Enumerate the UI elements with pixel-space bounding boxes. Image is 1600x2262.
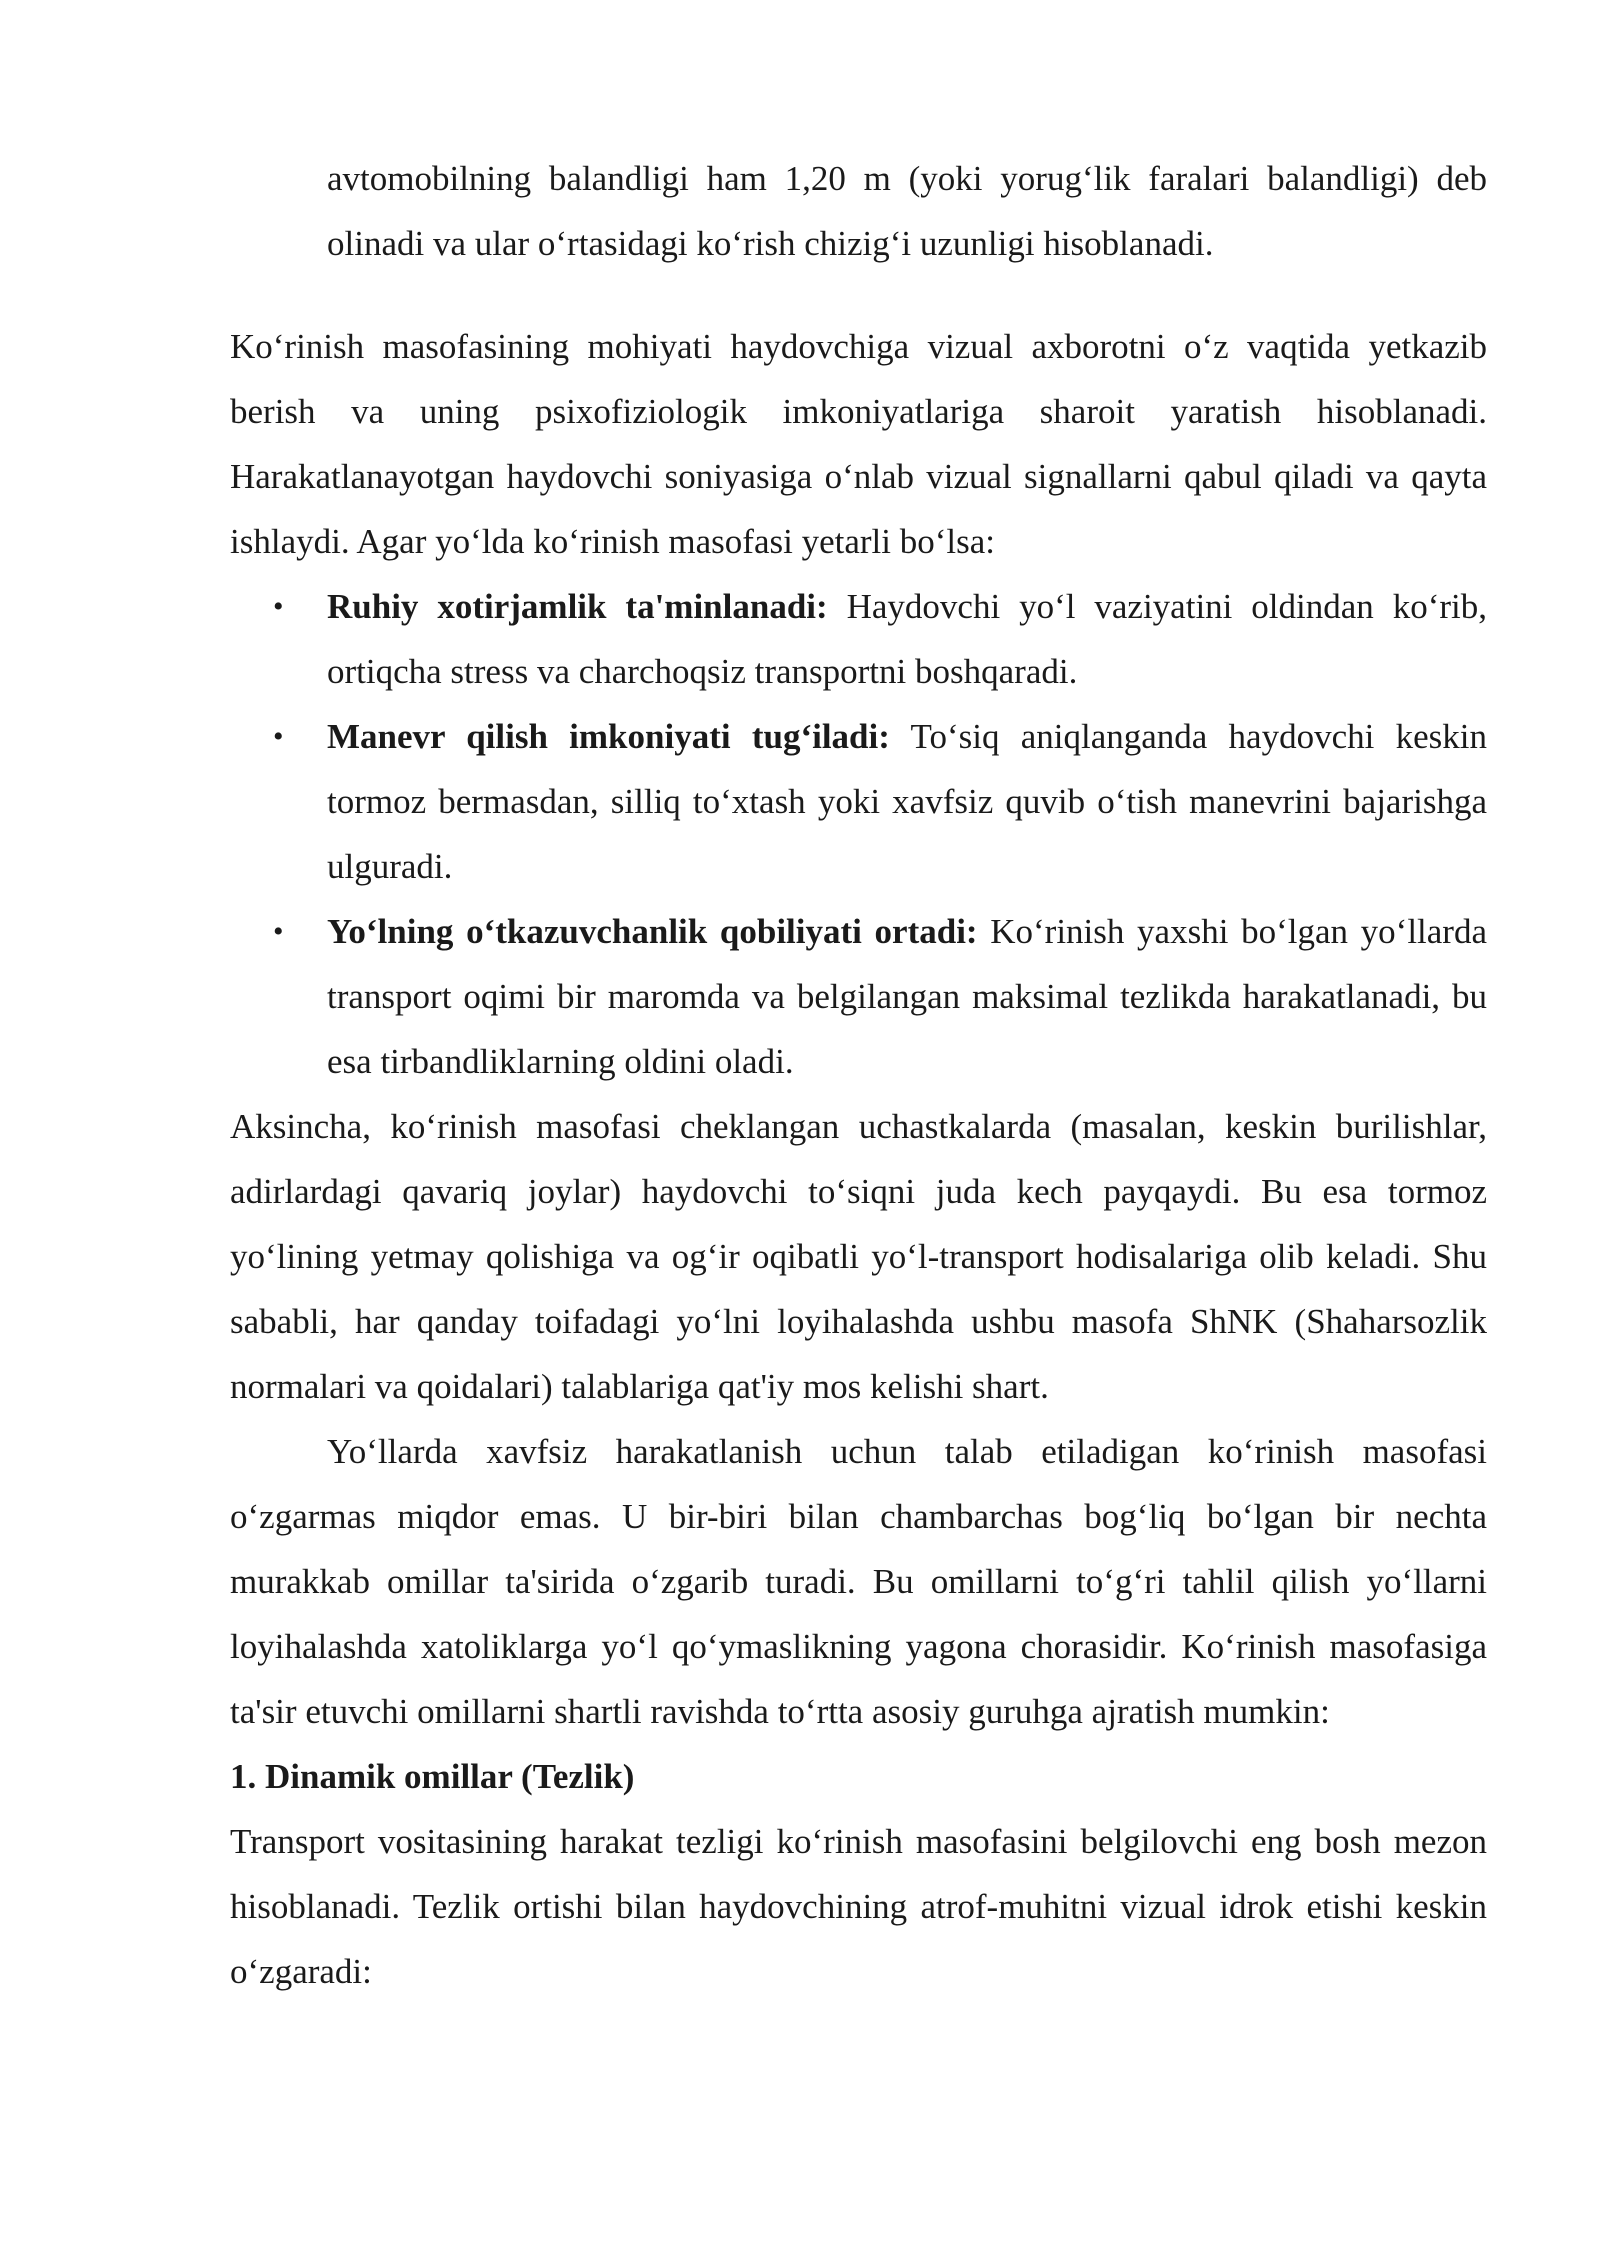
list-item-title: Yo‘lning o‘tkazuvchanlik qobiliyati ortadi: [327,912,978,951]
continued-paragraph: avtomobilning balandligi ham 1,20 m (yoki yorug‘lik faralari balandligi) deb olinadi va ular o‘rtasidagi ko‘rish chizig‘i uzunligi hisoblanadi. [327,159,1487,263]
speed-paragraph: Transport vositasining harakat tezligi ko‘rinish masofasini belgilovchi eng bosh mezon hisoblanadi. Tezlik ortishi bilan haydovchining atrof-muhitni vizual idrok etishi keskin o‘zgaradi: [230,1822,1487,1991]
document-page [230,146,1487,2004]
aksincha-paragraph: Aksincha, ko‘rinish masofasi cheklangan uchastkalarda (masalan, keskin burilishlar, adirlardagi qavariq joylar) haydovchi to‘siqni juda kech payqaydi. Bu esa tormoz yo‘lining yetmay qolishiga va og‘ir oqibatli yo‘l-transport hodisalariga olib keladi. Shu sababli, har qanday toifadagi yo‘lni loyihalashda ushbu masofa ShNK (Shaharsozlik normalari va qoidalari) talablariga qat'iy mos kelishi shart. [230,1107,1487,1406]
list-item [230,899,1487,1094]
factors-paragraph: Yo‘llarda xavfsiz harakatlanish uchun talab etiladigan ko‘rinish masofasi o‘zgarmas miqdor emas. U bir-biri bilan chambarchas bog‘liq bo‘lgan bir nechta murakkab omillar ta'sirida o‘zgarib turadi. Bu omillarni to‘g‘ri tahlil qilish yo‘llarni loyihalashda xatoliklarga yo‘l qo‘ymaslikning yagona chorasidir. Ko‘rinish masofasiga ta'sir etuvchi omillarni shartli ravishda to‘rtta asosiy guruhga ajratish mumkin: [230,1432,1487,1731]
list-item-text: To‘siq aniqlanganda haydovchi keskin tormoz bermasdan, silliq to‘xtash yoki xavfsiz quvib o‘tish manevrini bajarishga ulguradi. [327,717,1487,886]
list-item [230,704,1487,899]
list-item-text: Haydovchi yo‘l vaziyatini oldindan ko‘rib, ortiqcha stress va charchoqsiz transportni boshqaradi. [327,587,1487,691]
intro-paragraph: Ko‘rinish masofasining mohiyati haydovchiga vizual axborotni o‘z vaqtida yetkazib berish va uning psixofiziologik imkoniyatlariga sharoit yaratish hisoblanadi. Harakatlanayotgan haydovchi soniyasiga o‘nlab vizual signallarni qabul qiladi va qayta ishlaydi. Agar yo‘lda ko‘rinish masofasi yetarli bo‘lsa: [230,327,1487,561]
bullet-icon: • [273,720,284,753]
bullet-icon: • [273,915,284,948]
list-item [230,574,1487,704]
section-heading: 1. Dinamik omillar (Tezlik) [230,1757,635,1796]
list-item-title: Ruhiy xotirjamlik ta'minlanadi: [327,587,828,626]
benefits-list [230,574,1487,1094]
list-item-text: Ko‘rinish yaxshi bo‘lgan yo‘llarda transport oqimi bir maromda va belgilangan maksimal tezlikda harakatlanadi, bu esa tirbandliklarning oldini oladi. [327,912,1487,1081]
list-item-title: Manevr qilish imkoniyati tug‘iladi: [327,717,890,756]
bullet-icon: • [273,590,284,623]
